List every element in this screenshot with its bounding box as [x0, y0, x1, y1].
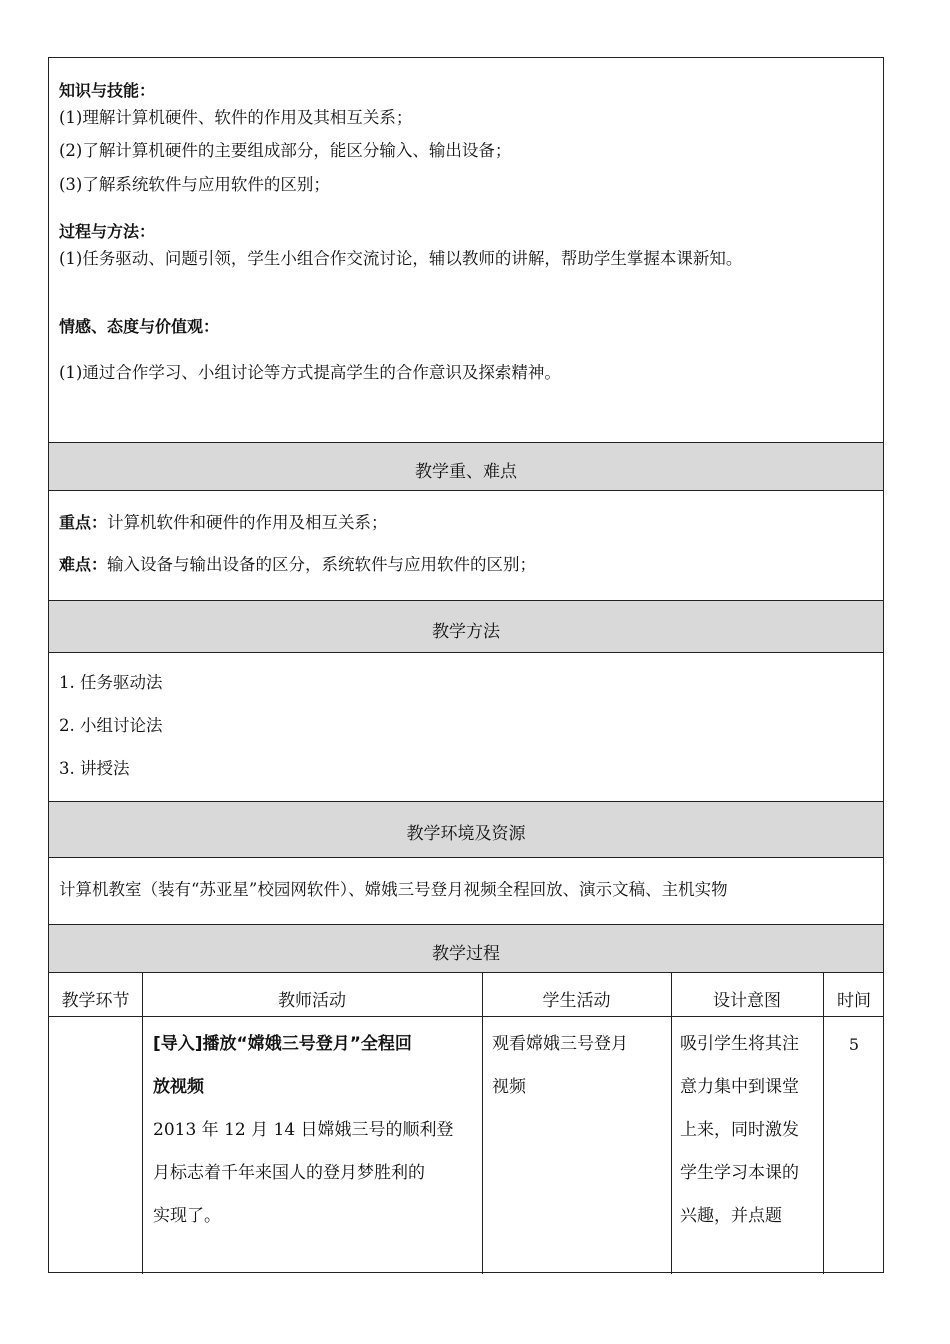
difficult-point: [59, 551, 536, 575]
environment-text: 计算机教室（装有“苏亚星”校园网软件）、嫦娥三号登月视频全程回放、演示文稿、主机实物: [59, 880, 728, 899]
focus-section: [49, 490, 883, 600]
difficult-point-label: 难点：: [59, 555, 108, 574]
process-header: [49, 924, 883, 972]
method-item: 1. 任务驱动法: [59, 673, 163, 692]
student-activity-line: 视频: [492, 1077, 526, 1097]
student-activity-cell: [492, 1023, 667, 1109]
focus-header: [49, 442, 883, 490]
design-intent-line: 学生学习本课的: [680, 1163, 799, 1183]
column-header-student: 学生活动: [542, 991, 611, 1011]
process-header-label: 教学过程: [432, 944, 500, 964]
process-title: 过程与方法：: [59, 222, 156, 241]
key-point-text: 计算机软件和硬件的作用及相互关系；: [107, 513, 388, 532]
knowledge-title: 知识与技能：: [59, 81, 156, 100]
teacher-activity-body-line: 2013 年 12 月 14 日嫦娥三号的顺利登: [153, 1120, 454, 1140]
column-header-stage: 教学环节: [61, 991, 130, 1011]
objectives-section: [49, 58, 883, 442]
key-point-label: 重点：: [59, 513, 108, 532]
header-divider: [49, 1016, 883, 1017]
column-divider: [671, 973, 672, 1274]
design-intent-line: 吸引学生将其注: [680, 1034, 799, 1054]
design-intent-line: 上来，同时激发: [680, 1120, 799, 1140]
student-activity-line: 观看嫦娥三号登月: [492, 1034, 628, 1054]
column-header-teacher: 教师活动: [278, 991, 346, 1011]
emotion-title: 情感、态度与价值观：: [59, 317, 220, 336]
difficult-point-text: 输入设备与输出设备的区分，系统软件与应用软件的区别；: [107, 555, 537, 574]
process-table: [49, 972, 883, 1274]
time-cell: 5: [848, 1035, 860, 1054]
knowledge-item: (3)了解系统软件与应用软件的区别；: [59, 175, 330, 194]
knowledge-item: (1)理解计算机硬件、软件的作用及其相互关系；: [59, 108, 413, 127]
column-divider: [482, 973, 483, 1274]
key-point: [59, 509, 388, 533]
design-intent-line: 兴趣，并点题: [680, 1206, 782, 1226]
process-item: (1)任务驱动、问题引领，学生小组合作交流讨论，辅以教师的讲解，帮助学生掌握本课新知。: [59, 249, 743, 268]
emotion-item: (1)通过合作学习、小组讨论等方式提高学生的合作意识及探索精神。: [59, 363, 561, 382]
design-intent-cell: [680, 1023, 820, 1238]
teacher-activity-cell: [153, 1023, 477, 1238]
column-header-time: 时间: [837, 991, 871, 1011]
teacher-activity-title-line: [导入]播放“嫦娥三号登月”全程回: [153, 1034, 412, 1054]
methods-section: [49, 652, 883, 801]
column-header-intent: 设计意图: [713, 991, 781, 1011]
lesson-plan-table: [48, 57, 884, 1273]
teacher-activity-title-line: 放视频: [153, 1077, 204, 1097]
environment-section: [49, 857, 883, 924]
environment-header: [49, 801, 883, 857]
methods-header: [49, 600, 883, 652]
knowledge-item: (2)了解计算机硬件的主要组成部分，能区分输入、输出设备；: [59, 141, 512, 160]
focus-header-label: 教学重、难点: [415, 462, 517, 482]
environment-header-label: 教学环境及资源: [406, 824, 526, 844]
methods-header-label: 教学方法: [432, 622, 500, 642]
teacher-activity-body-line: 月标志着千年来国人的登月梦胜利的: [153, 1163, 425, 1183]
column-divider: [823, 973, 824, 1274]
column-divider: [142, 973, 143, 1274]
teacher-activity-body-line: 实现了。: [153, 1206, 221, 1226]
method-item: 2. 小组讨论法: [59, 716, 163, 735]
method-item: 3. 讲授法: [59, 759, 130, 778]
design-intent-line: 意力集中到课堂: [680, 1077, 799, 1097]
